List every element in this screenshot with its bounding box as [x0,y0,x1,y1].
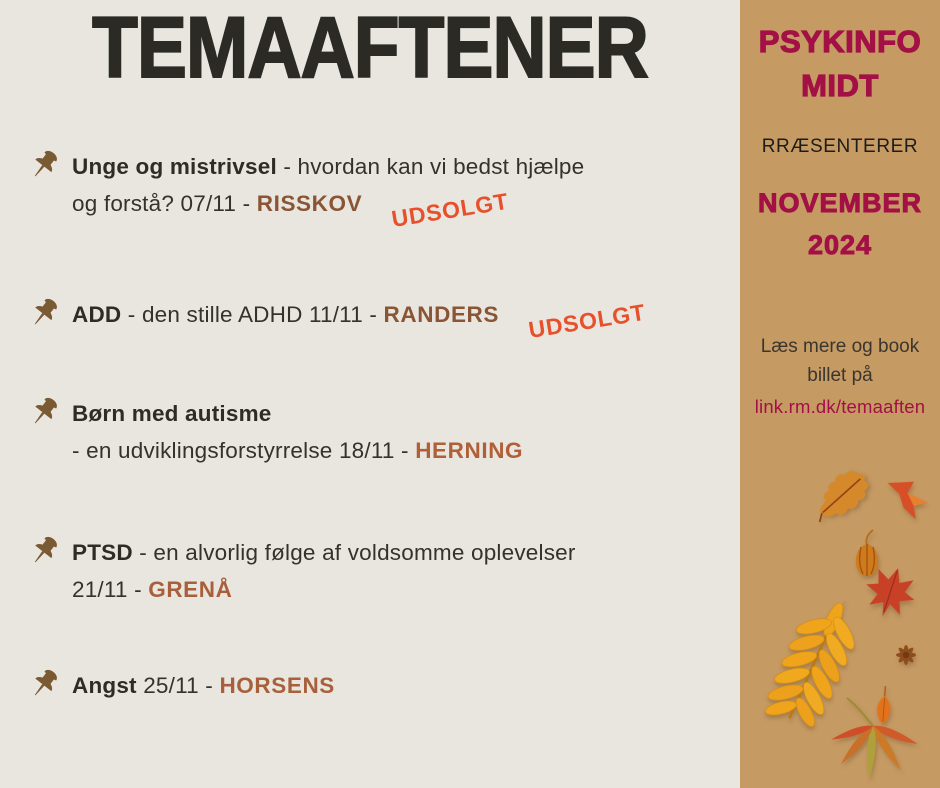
event-text [72,296,722,343]
sidebar [740,0,940,788]
event-location: GRENÅ [148,577,233,602]
red-leaf-fragment [883,478,930,520]
small-orange-leaf [876,686,892,725]
soldout-badge: UDSOLGT [526,298,648,343]
event-line-1 [72,667,722,704]
star-anise [896,645,916,665]
month-line-2: 2024 [807,230,873,260]
event-line-1 [72,534,722,571]
autumn-palmate-leaf [830,698,919,780]
event-text [72,395,722,469]
page-title: TEMAAFTENER [92,0,648,96]
month-line-1: NOVEMBER [757,188,922,218]
pushpin-icon [25,393,63,431]
month-title [740,182,940,266]
physalis-fruit [856,530,878,576]
event-description: 25/11 - [136,673,220,698]
event-topic: ADD [72,302,122,327]
event-line-1 [72,395,722,432]
event-location: RANDERS [383,302,500,327]
event-topic: Børn med autisme [72,401,272,426]
event-topic: PTSD [72,540,133,565]
event-text [72,148,722,232]
event-line-1 [72,148,722,185]
event-text [72,534,722,608]
event-location: HERNING [415,438,524,463]
pushpin-icon [25,532,63,570]
event-description: og forstå? 07/11 - [72,191,257,216]
event-location: RISSKOV [256,191,363,216]
presents-label: RRÆSENTERER [761,136,919,157]
booking-link[interactable]: link.rm.dk/temaaften [754,396,926,417]
event-description: - en alvorlig følge af voldsomme oplevelser [132,540,576,565]
event-text [72,667,722,704]
pushpin-icon [25,146,63,184]
event-line-2 [72,185,722,232]
booking-line-1: Læs mere og book [760,336,920,357]
rowan-leaf [756,586,873,740]
pushpin-icon [25,294,63,332]
event-topic: Unge og mistrivsel [72,154,277,179]
event-line-2 [72,571,722,608]
booking-line-2: billet på [807,365,873,386]
soldout-badge: UDSOLGT [389,187,511,232]
brand-line-2: MIDT [801,68,879,103]
oak-leaf [804,463,876,529]
event-location: HORSENS [219,673,335,698]
booking-info [740,332,940,421]
brand-line-1: PSYKINFO [758,24,922,59]
event-topic: Angst [72,673,137,698]
event-description: 21/11 - [72,577,149,602]
event-line-2 [72,432,722,469]
brand-title [740,20,940,108]
event-description: - en udviklingsforstyrrelse 18/11 - [72,438,416,463]
autumn-leaves-decoration [740,458,940,788]
event-description: - den stille ADHD 11/11 - [121,302,384,327]
pushpin-icon [25,665,63,703]
event-description: - hvordan kan vi bedst hjælpe [276,154,585,179]
event-line-1 [72,296,722,343]
